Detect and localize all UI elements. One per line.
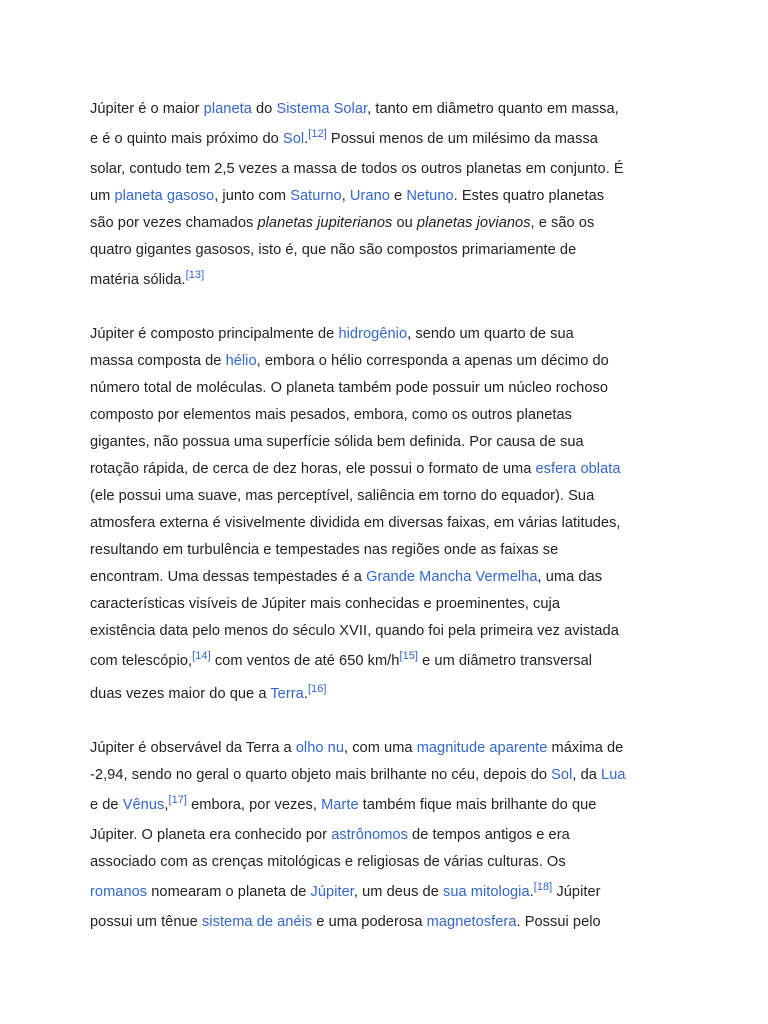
text-line [90,96,690,123]
text-line [90,591,690,618]
text-run: também fique mais brilhante do que [358,797,597,813]
text-run: Júpiter é observável da Terra a [90,740,296,756]
text-run: e um diâmetro transversal [418,653,593,669]
link-grande-mancha-vermelha[interactable]: Grande Mancha Vermelha [366,569,538,585]
link-sistema-de-aneis[interactable]: sistema de anéis [201,914,313,930]
text-run: e é o quinto mais próximo do [90,131,283,147]
text-run: embora, por vezes, [187,797,322,813]
text-run: , da [572,767,602,783]
text-run: . Possui pelo [516,914,601,930]
text-run: matéria sólida. [90,272,186,288]
link-sua-mitologia[interactable]: sua mitologia [442,884,530,900]
text-run: (ele possui uma suave, mas perceptível, saliência em torno do equador). Sua [90,488,595,504]
text-run: , [341,188,350,204]
link-hidrogenio[interactable]: hidrogênio [338,326,408,342]
text-run: com ventos de até 650 km/h [210,653,400,669]
text-run: um [90,188,115,204]
ref-17[interactable]: [17] [168,794,188,807]
text-line [90,822,690,849]
link-magnitude-aparente[interactable]: magnitude aparente [416,740,548,756]
text-run: , junto com [214,188,291,204]
link-sol[interactable]: Sol [282,131,305,147]
text-run: -2,94, sendo no geral o quarto objeto mais brilhante no céu, depois do [90,767,552,783]
text-line [90,210,690,237]
text-run: solar, contudo tem 2,5 vezes a massa de todos os outros planetas em conjunto. É [90,161,624,177]
italic-text: planetas jovianos [416,215,531,231]
text-line [90,429,690,456]
text-run: associado com as crenças mitológicas e religiosas de várias culturas. Os [90,854,566,870]
link-helio[interactable]: hélio [225,353,257,369]
text-line [90,762,690,789]
text-run: nomearam o planeta de [147,884,311,900]
link-sol-2[interactable]: Sol [551,767,573,783]
link-romanos[interactable]: romanos [90,884,148,900]
ref-15[interactable]: [15] [399,650,419,663]
text-line [90,564,690,591]
text-line [90,849,690,876]
text-run: Júpiter [552,884,601,900]
text-run: Júpiter é o maior [90,101,204,117]
link-terra[interactable]: Terra [270,686,304,702]
text-line [90,909,690,936]
link-planeta[interactable]: planeta [203,101,252,117]
paragraph [90,735,690,936]
text-run: . Estes quatro planetas [453,188,605,204]
text-line [90,876,690,909]
text-run: características visíveis de Júpiter mais conhecidas e proeminentes, cuja [90,596,561,612]
text-line [90,402,690,429]
text-run: composto por elementos mais pesados, embora, como os outros planetas [90,407,573,423]
text-run: , uma das [537,569,603,585]
text-run: duas vezes maior do que a [90,686,271,702]
text-line [90,483,690,510]
italic-text: planetas jupiterianos [257,215,393,231]
text-run: , um deus de [353,884,443,900]
link-astronomos[interactable]: astrônomos [331,827,408,843]
text-line [90,735,690,762]
ref-16[interactable]: [16] [307,683,327,696]
text-run: quatro gigantes gasosos, isto é, que não são compostos primariamente de [90,242,577,258]
text-run: , embora o hélio corresponda a apenas um décimo do [256,353,609,369]
text-run: com telescópio, [90,653,193,669]
text-line [90,123,690,156]
text-line [90,789,690,822]
text-run: , com uma [344,740,417,756]
text-run: e uma poderosa [312,914,427,930]
paragraph [90,96,690,297]
text-run: Júpiter é composto principalmente de [90,326,339,342]
text-line [90,156,690,183]
text-run: são por vezes chamados [90,215,258,231]
text-run: massa composta de [90,353,226,369]
text-line [90,456,690,483]
article-body [90,96,690,960]
text-line [90,618,690,645]
text-run: , e são os [530,215,595,231]
link-marte[interactable]: Marte [321,797,359,813]
text-run: , [164,797,169,813]
text-run: e [389,188,407,204]
text-run: , tanto em diâmetro quanto em massa, [367,101,619,117]
text-run: possui um tênue [90,914,202,930]
text-run: Júpiter. O planeta era conhecido por [90,827,332,843]
ref-14[interactable]: [14] [192,650,211,663]
text-run: do [251,101,277,117]
text-line [90,237,690,264]
text-run: resultando em turbulência e tempestades nas regiões onde as faixas se [90,542,559,558]
text-run: . [529,884,534,900]
link-saturno[interactable]: Saturno [290,188,342,204]
link-jupiter[interactable]: Júpiter [310,884,354,900]
text-run: encontram. Uma dessas tempestades é a [90,569,367,585]
ref-18[interactable]: [18] [533,881,553,894]
text-run: máxima de [547,740,624,756]
text-line [90,645,690,678]
text-line [90,321,690,348]
link-lua[interactable]: Lua [601,767,626,783]
text-run: . [304,131,309,147]
link-esfera-oblata[interactable]: esfera oblata [535,461,621,477]
text-line [90,348,690,375]
link-magnetosfera[interactable]: magnetosfera [426,914,517,930]
text-run: e de [90,797,123,813]
link-sistema-solar[interactable]: Sistema Solar [276,101,368,117]
ref-12[interactable]: [12] [308,128,327,141]
text-line [90,537,690,564]
paragraph [90,321,690,711]
text-run: Possui menos de um milésimo da massa [326,131,598,147]
text-run: atmosfera externa é visivelmente dividida em diversas faixas, em várias latitudes, [90,515,621,531]
text-line [90,678,690,711]
text-run: número total de moléculas. O planeta também pode possuir um núcleo rochoso [90,380,609,396]
text-run: existência data pelo menos do século XVII, quando foi pela primeira vez avistada [90,623,619,639]
link-olho-nu[interactable]: olho nu [295,740,344,756]
text-line [90,264,690,297]
link-planeta-gasoso[interactable]: planeta gasoso [114,188,215,204]
text-run: rotação rápida, de cerca de dez horas, ele possui o formato de uma [90,461,536,477]
text-run: , sendo um quarto de sua [407,326,574,342]
text-run: ou [392,215,417,231]
text-run: de tempos antigos e era [407,827,570,843]
text-run: gigantes, não possua uma superfície sólida bem definida. Por causa de sua [90,434,584,450]
text-line [90,375,690,402]
text-line [90,510,690,537]
link-netuno[interactable]: Netuno [406,188,454,204]
text-run: . [303,686,308,702]
link-urano[interactable]: Urano [349,188,390,204]
ref-13[interactable]: [13] [185,269,205,282]
link-venus[interactable]: Vênus [122,797,165,813]
text-line [90,183,690,210]
